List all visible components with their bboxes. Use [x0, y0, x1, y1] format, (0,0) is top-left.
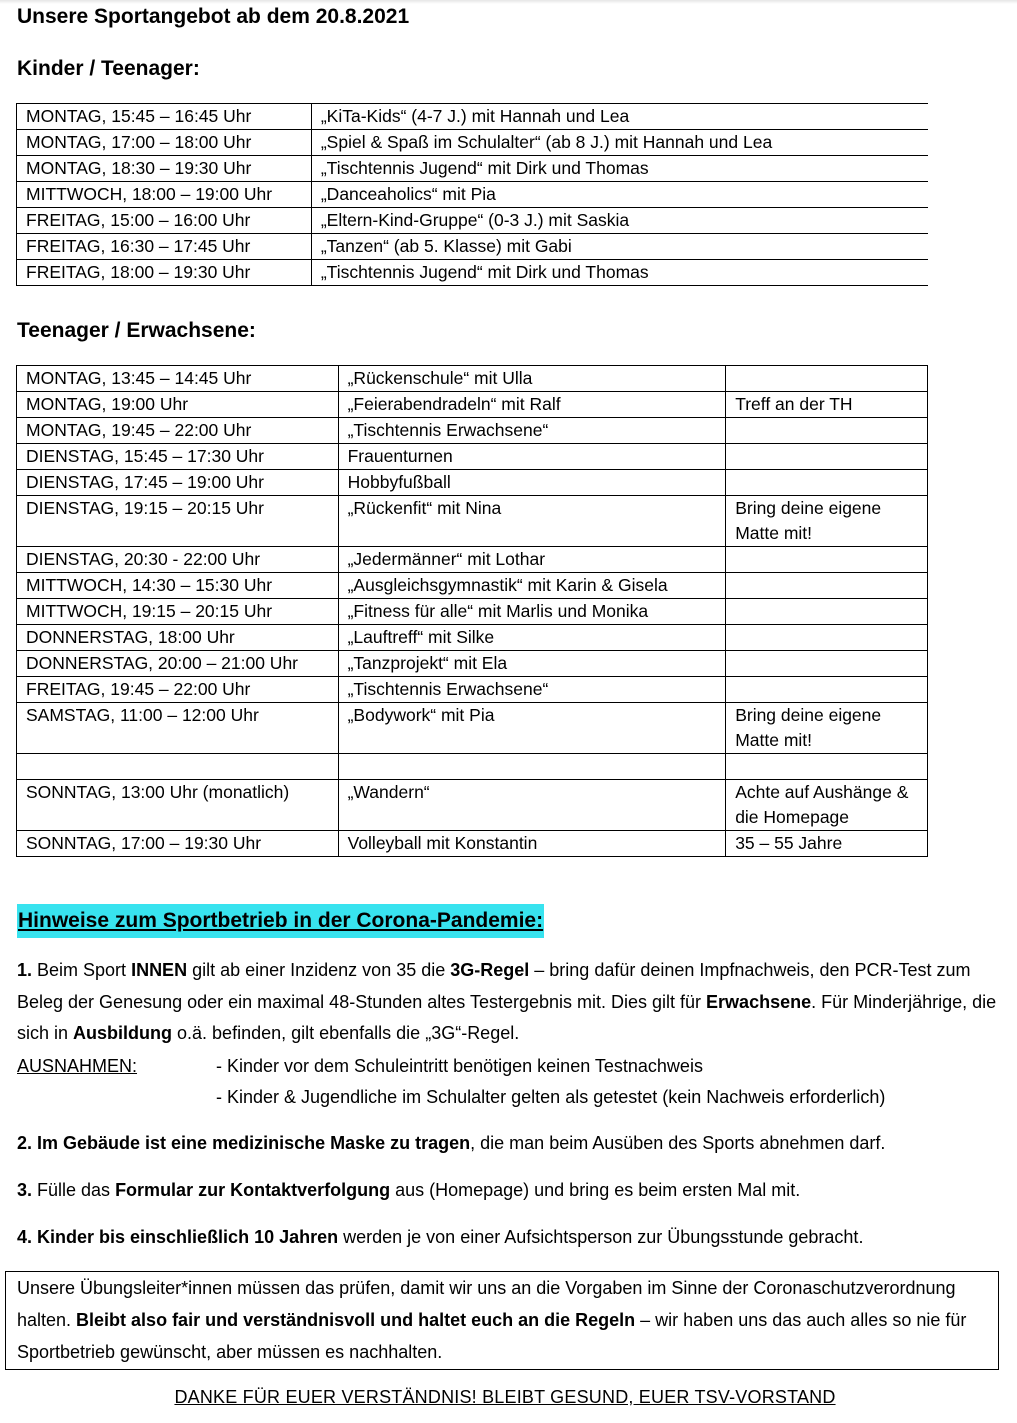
note-cell — [726, 677, 928, 703]
table-row — [17, 599, 928, 625]
time-cell: MONTAG, 19:00 Uhr — [17, 392, 339, 418]
time-cell: DONNERSTAG, 20:00 – 21:00 Uhr — [17, 651, 339, 677]
activity-cell: Frauenturnen — [338, 444, 726, 470]
table-row — [17, 625, 928, 651]
activity-cell: „Fitness für alle“ mit Marlis und Monika — [338, 599, 726, 625]
note-cell: 35 – 55 Jahre — [726, 831, 928, 857]
table-row — [17, 156, 929, 182]
footer-thanks: DANKE FÜR EUER VERSTÄNDNIS! BLEIBT GESUND, EUER TSV-VORSTAND — [174, 1387, 836, 1407]
table-row — [17, 260, 929, 286]
exception-item: - Kinder vor dem Schuleintritt benötigen keinen Testnachweis — [216, 1056, 703, 1076]
time-cell: FREITAG, 15:00 – 16:00 Uhr — [17, 208, 312, 234]
activity-cell: „Ausgleichsgymnastik“ mit Karin & Gisela — [338, 573, 726, 599]
info-box: Unsere Übungsleiter*innen müssen das prüfen, damit wir uns an die Vorgaben im Sinne der Coronaschutzverordnung halten. Bleibt also fair und verständnisvoll und haltet euch an die Regeln – wir haben uns das auch alles so nie für Sportbetrieb gewünscht, aber müssen es nachhalten. — [5, 1271, 999, 1370]
table-row — [17, 831, 928, 857]
time-cell: MITTWOCH, 19:15 – 20:15 Uhr — [17, 599, 339, 625]
time-cell: MONTAG, 17:00 – 18:00 Uhr — [17, 130, 312, 156]
schedule-table-kids — [16, 103, 928, 286]
activity-cell: „Jedermänner“ mit Lothar — [338, 547, 726, 573]
note-cell: Achte auf Aushänge & die Homepage — [726, 780, 928, 831]
table-row — [17, 754, 928, 780]
time-cell: FREITAG, 19:45 – 22:00 Uhr — [17, 677, 339, 703]
activity-cell: „Wandern“ — [338, 780, 726, 831]
page-title: Unsere Sportangebot ab dem 20.8.2021 — [17, 5, 410, 28]
activity-cell — [338, 754, 726, 780]
time-cell: MONTAG, 13:45 – 14:45 Uhr — [17, 366, 339, 392]
time-cell: DIENSTAG, 17:45 – 19:00 Uhr — [17, 470, 339, 496]
activity-cell: „Feierabendradeln“ mit Ralf — [338, 392, 726, 418]
time-cell: MITTWOCH, 18:00 – 19:00 Uhr — [17, 182, 312, 208]
activity-cell: Hobbyfußball — [338, 470, 726, 496]
note-cell: Bring deine eigene Matte mit! — [726, 496, 928, 547]
table-row — [17, 234, 929, 260]
activity-cell: „Tischtennis Erwachsene“ — [338, 677, 726, 703]
activity-cell: „Tanzprojekt“ mit Ela — [338, 651, 726, 677]
time-cell: MITTWOCH, 14:30 – 15:30 Uhr — [17, 573, 339, 599]
time-cell: DIENSTAG, 20:30 - 22:00 Uhr — [17, 547, 339, 573]
time-cell: DONNERSTAG, 18:00 Uhr — [17, 625, 339, 651]
exceptions-label: AUSNAHMEN: — [17, 1056, 138, 1076]
activity-cell: „Rückenfit“ mit Nina — [338, 496, 726, 547]
note-cell — [726, 754, 928, 780]
time-cell — [17, 754, 339, 780]
time-cell: MONTAG, 18:30 – 19:30 Uhr — [17, 156, 312, 182]
time-cell: FREITAG, 16:30 – 17:45 Uhr — [17, 234, 312, 260]
activity-cell: „Eltern-Kind-Gruppe“ (0-3 J.) mit Saskia — [311, 208, 928, 234]
table-row — [17, 418, 928, 444]
activity-cell: „Bodywork“ mit Pia — [338, 703, 726, 754]
time-cell: DIENSTAG, 19:15 – 20:15 Uhr — [17, 496, 339, 547]
activity-cell: „Danceaholics“ mit Pia — [311, 182, 928, 208]
table-row — [17, 547, 928, 573]
rule-2-paragraph: 2. Im Gebäude ist eine medizinische Maske zu tragen, die man beim Ausüben des Sports abnehmen darf. — [17, 1133, 886, 1153]
rule-1-paragraph: 1. Beim Sport INNEN gilt ab einer Inzidenz von 35 die 3G-Regel – bring dafür deinen Impfnachweis, den PCR-Test zum Beleg der Genesung oder ein maximal 48-Stunden altes Testergebnis mit. Dies gilt für Erwachsene. Für Minderjährige, die sich in Ausbildung o.ä. befinden, gilt ebenfalls die „3G“-Regel. — [17, 960, 997, 1043]
time-cell: SONNTAG, 17:00 – 19:30 Uhr — [17, 831, 339, 857]
table-row — [17, 677, 928, 703]
time-cell: SONNTAG, 13:00 Uhr (monatlich) — [17, 780, 339, 831]
table-row — [17, 444, 928, 470]
note-cell — [726, 444, 928, 470]
table-row — [17, 366, 928, 392]
time-cell: MONTAG, 19:45 – 22:00 Uhr — [17, 418, 339, 444]
table-row — [17, 573, 928, 599]
activity-cell: „Spiel & Spaß im Schulalter“ (ab 8 J.) mit Hannah und Lea — [311, 130, 928, 156]
note-cell: Treff an der TH — [726, 392, 928, 418]
note-cell: Bring deine eigene Matte mit! — [726, 703, 928, 754]
activity-cell: „Tanzen“ (ab 5. Klasse) mit Gabi — [311, 234, 928, 260]
note-cell — [726, 547, 928, 573]
exception-item: - Kinder & Jugendliche im Schulalter gelten als getestet (kein Nachweis erforderlich) — [216, 1087, 886, 1107]
note-cell — [726, 366, 928, 392]
activity-cell: „Lauftreff“ mit Silke — [338, 625, 726, 651]
time-cell: DIENSTAG, 15:45 – 17:30 Uhr — [17, 444, 339, 470]
corona-notice-heading: Hinweise zum Sportbetrieb in der Corona-Pandemie: — [17, 904, 544, 938]
page-top-shadow — [0, 0, 1017, 4]
table-row — [17, 130, 929, 156]
note-cell — [726, 573, 928, 599]
activity-cell: Volleyball mit Konstantin — [338, 831, 726, 857]
table-row — [17, 651, 928, 677]
table-row — [17, 208, 929, 234]
activity-cell: „Tischtennis Jugend“ mit Dirk und Thomas — [311, 156, 928, 182]
time-cell: SAMSTAG, 11:00 – 12:00 Uhr — [17, 703, 339, 754]
note-cell — [726, 418, 928, 444]
section-heading-kids: Kinder / Teenager: — [17, 57, 200, 80]
time-cell: FREITAG, 18:00 – 19:30 Uhr — [17, 260, 312, 286]
schedule-table-adults — [16, 365, 928, 857]
note-cell — [726, 470, 928, 496]
table-row — [17, 470, 928, 496]
table-row — [17, 104, 929, 130]
table-row — [17, 392, 928, 418]
note-cell — [726, 651, 928, 677]
activity-cell: „Tischtennis Jugend“ mit Dirk und Thomas — [311, 260, 928, 286]
activity-cell: „Tischtennis Erwachsene“ — [338, 418, 726, 444]
activity-cell: „KiTa-Kids“ (4-7 J.) mit Hannah und Lea — [311, 104, 928, 130]
time-cell: MONTAG, 15:45 – 16:45 Uhr — [17, 104, 312, 130]
table-row — [17, 182, 929, 208]
rule-4-paragraph: 4. Kinder bis einschließlich 10 Jahren werden je von einer Aufsichtsperson zur Übungsstunde gebracht. — [17, 1227, 864, 1247]
table-row — [17, 703, 928, 754]
note-cell — [726, 625, 928, 651]
section-heading-adults: Teenager / Erwachsene: — [17, 319, 256, 342]
note-cell — [726, 599, 928, 625]
table-row — [17, 496, 928, 547]
table-row — [17, 780, 928, 831]
activity-cell: „Rückenschule“ mit Ulla — [338, 366, 726, 392]
rule-3-paragraph: 3. Fülle das Formular zur Kontaktverfolgung aus (Homepage) und bring es beim ersten Mal mit. — [17, 1180, 801, 1200]
